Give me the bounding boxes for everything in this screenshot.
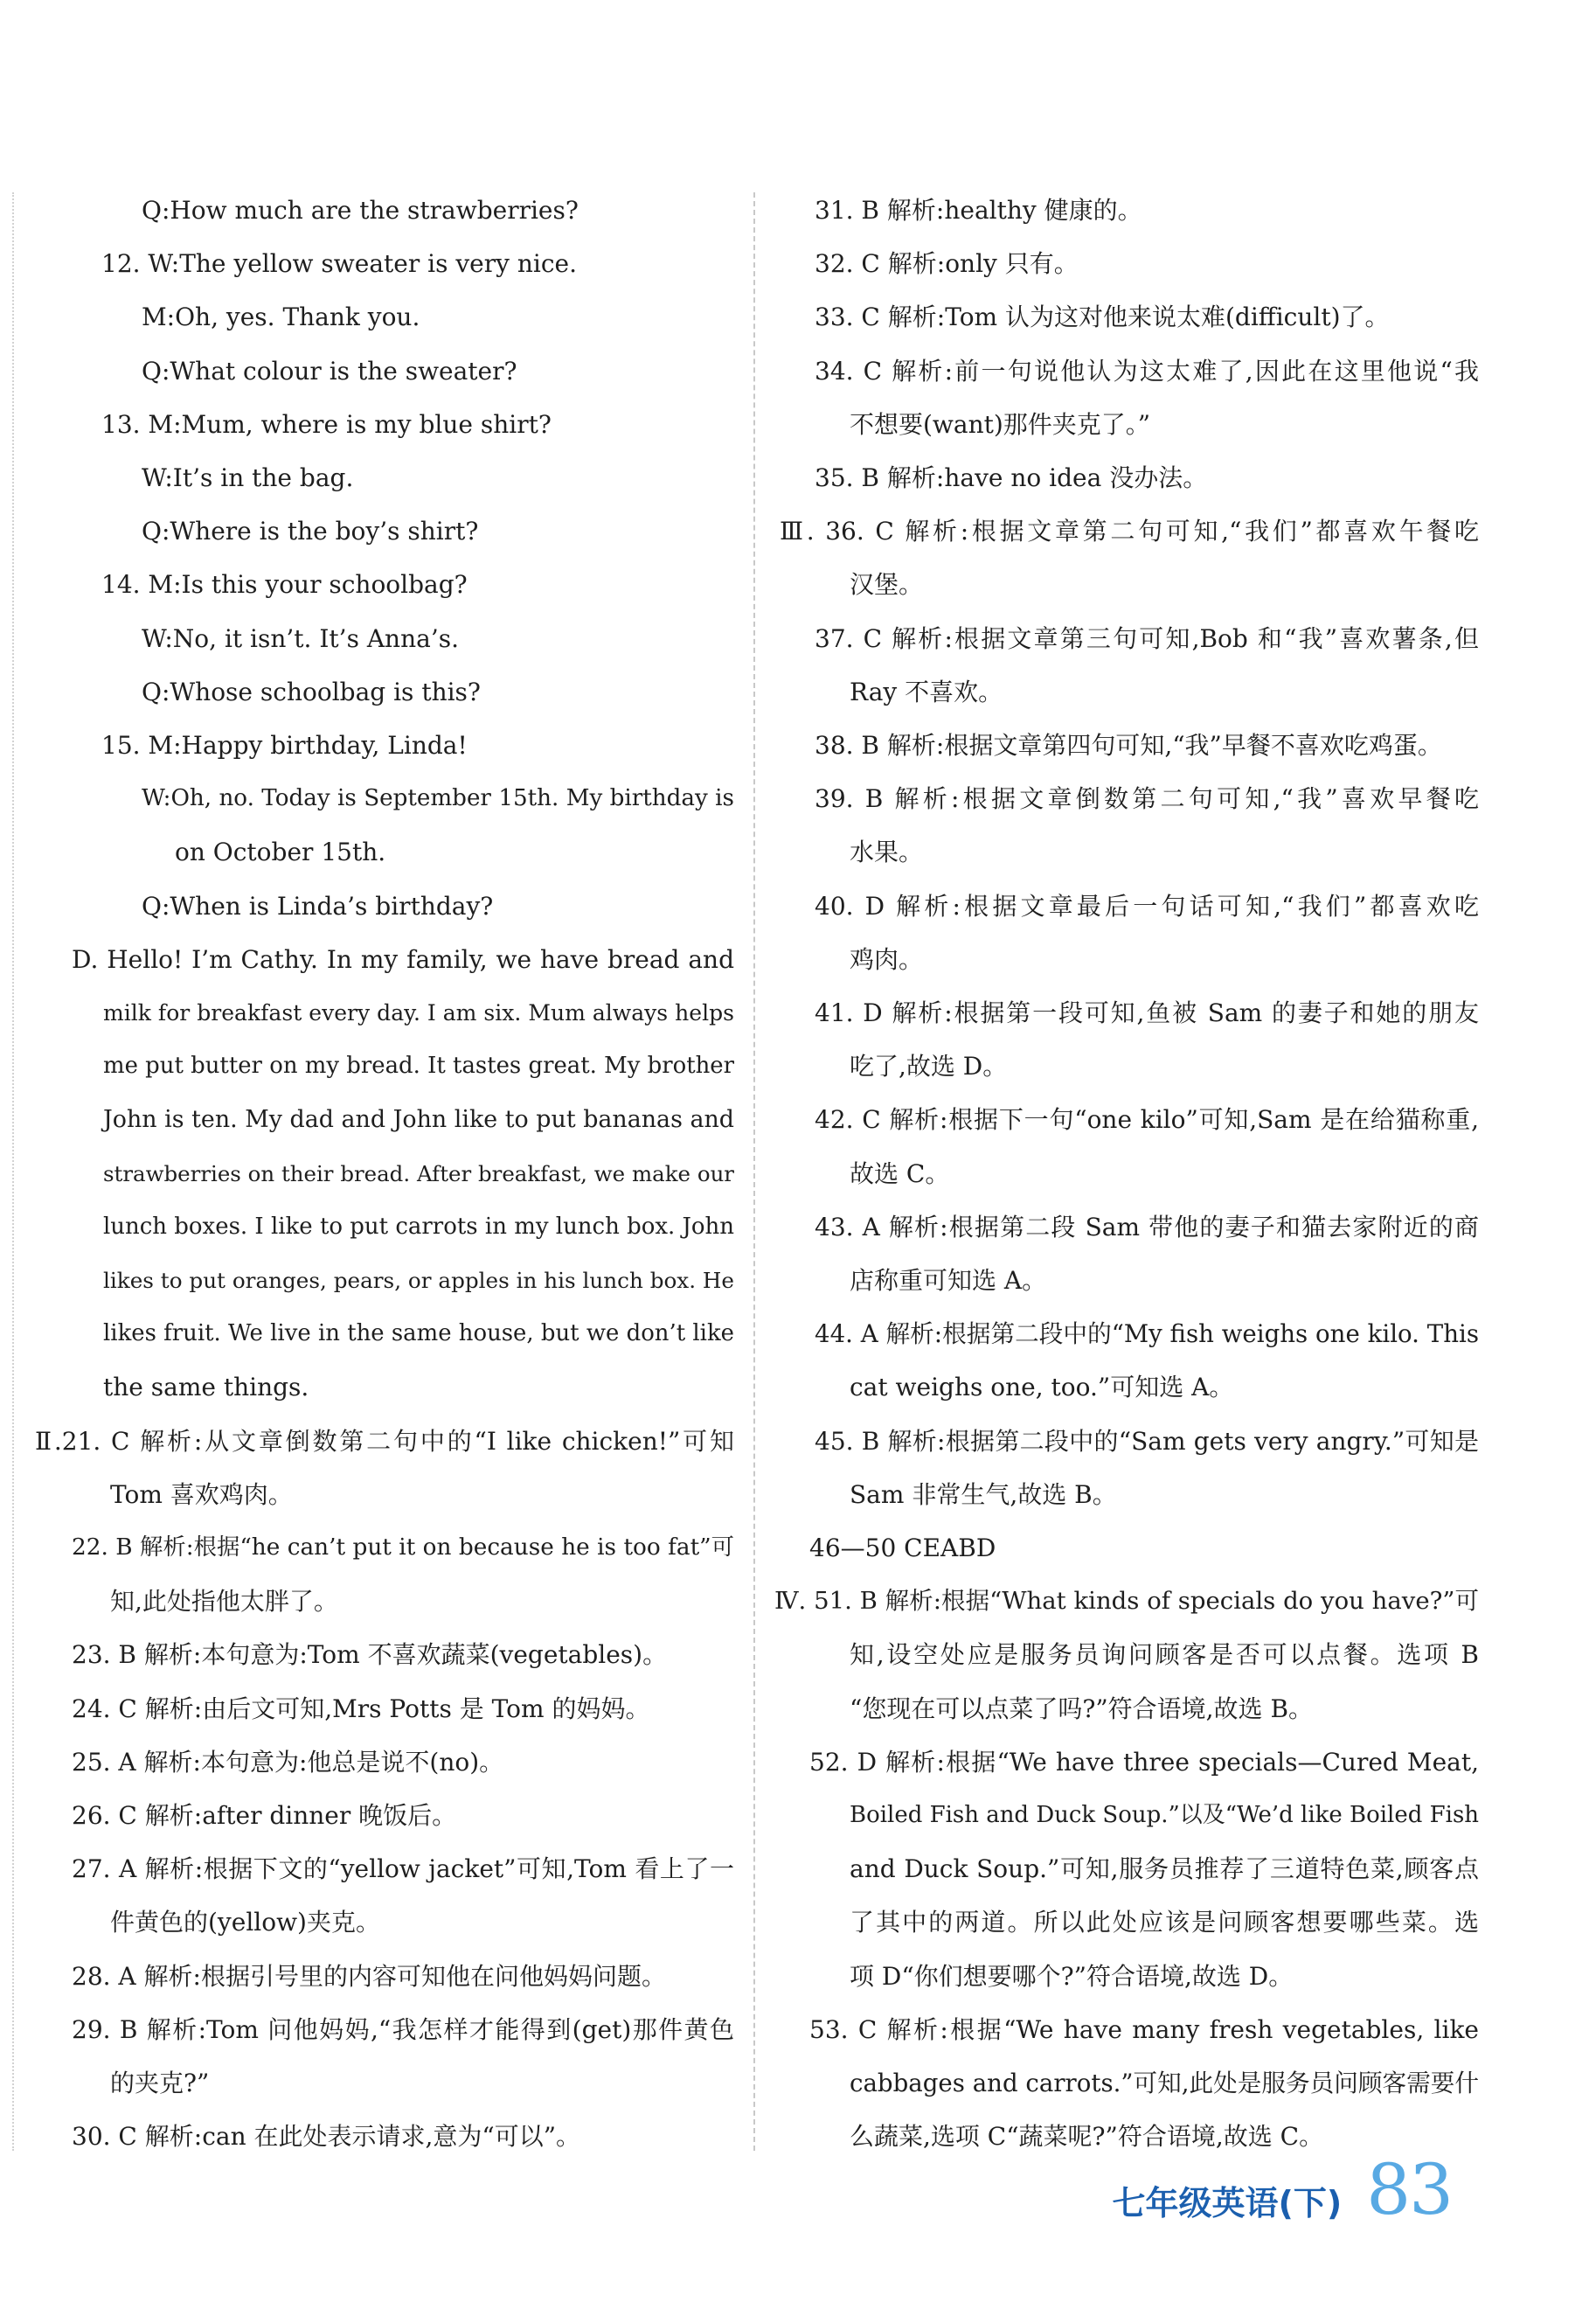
text-line: 31. B 解析:healthy 健康的。 <box>815 196 1142 225</box>
text-line: Boiled Fish and Duck Soup.”以及“We’d like Boiled Fish <box>850 1802 1479 1828</box>
text-line: 40. D 解析:根据文章最后一句话可知,“我们”都喜欢吃 <box>815 892 1479 921</box>
text-line: 么蔬菜,选项 C“蔬菜呢?”符合语境,故选 C。 <box>850 2122 1324 2151</box>
text-line: 30. C 解析:can 在此处表示请求,意为“可以”。 <box>72 2122 581 2151</box>
text-line: Q:Whose schoolbag is this? <box>142 678 481 706</box>
text-line: 14. M:Is this your schoolbag? <box>101 570 468 599</box>
margin-dotted-line <box>12 192 14 2151</box>
text-line: Q:When is Linda’s birthday? <box>142 892 494 921</box>
text-line: 37. C 解析:根据文章第三句可知,Bob 和“我”喜欢薯条,但 <box>815 624 1479 653</box>
text-line: 13. M:Mum, where is my blue shirt? <box>101 410 552 439</box>
text-line: 项 D“你们想要哪个?”符合语境,故选 D。 <box>850 1962 1294 1991</box>
text-line: the same things. <box>103 1373 309 1401</box>
text-line: 22. B 解析:根据“he can’t put it on because he is too fat”可 <box>72 1534 734 1561</box>
text-line: 水果。 <box>850 838 924 866</box>
text-line: 34. C 解析:前一句说他认为这太难了,因此在这里他说“我 <box>815 357 1479 386</box>
text-line: 35. B 解析:have no idea 没办法。 <box>815 463 1208 492</box>
text-line: 53. C 解析:根据“We have many fresh vegetables, like <box>809 2015 1479 2044</box>
text-line: 45. B 解析:根据第二段中的“Sam gets very angry.”可知是 <box>815 1427 1479 1456</box>
text-line: “您现在可以点菜了吗?”符合语境,故选 B。 <box>850 1694 1314 1723</box>
text-line: 汉堡。 <box>850 570 924 599</box>
text-line: 吃了,故选 D。 <box>850 1052 1008 1081</box>
text-line: 33. C 解析:Tom 认为这对他来说太难(difficult)了。 <box>815 303 1390 331</box>
text-line: 52. D 解析:根据“We have three specials—Cured Meat, <box>809 1748 1479 1777</box>
text-line: 44. A 解析:根据第二段中的“My fish weighs one kilo. This <box>815 1319 1479 1348</box>
text-line: Q:How much are the strawberries? <box>142 196 579 225</box>
text-line: 15. M:Happy birthday, Linda! <box>101 731 468 760</box>
text-line: 知,此处指他太胖了。 <box>110 1587 338 1616</box>
text-line: 46—50 CEABD <box>809 1534 996 1562</box>
text-line: Ⅱ.21. C 解析:从文章倒数第二句中的“I like chicken!”可知 <box>35 1427 734 1456</box>
text-line: 知,设空处应是服务员询问顾客是否可以点餐。选项 B <box>850 1640 1479 1669</box>
text-line: 的夹克?” <box>110 2069 210 2097</box>
text-line: cat weighs one, too.”可知选 A。 <box>850 1373 1234 1401</box>
text-line: 42. C 解析:根据下一句“one kilo”可知,Sam 是在给猫称重, <box>815 1105 1479 1134</box>
text-line: likes to put oranges, pears, or apples in his lunch box. He <box>103 1268 734 1293</box>
text-line: Sam 非常生气,故选 B。 <box>850 1480 1117 1509</box>
text-line: on October 15th. <box>175 838 386 866</box>
text-line: 38. B 解析:根据文章第四句可知,“我”早餐不喜欢吃鸡蛋。 <box>815 731 1442 760</box>
text-line: John is ten. My dad and John like to put bananas and <box>103 1106 734 1133</box>
text-line: milk for breakfast every day. I am six. Mum always helps <box>103 1000 734 1026</box>
text-line: 了其中的两道。所以此处应该是问顾客想要哪些菜。选 <box>850 1908 1479 1937</box>
text-line: me put butter on my bread. It tastes great. My brother <box>103 1053 734 1079</box>
text-line: 23. B 解析:本句意为:Tom 不喜欢蔬菜(vegetables)。 <box>72 1640 668 1669</box>
text-line: D. Hello! I’m Cathy. In my family, we have bread and <box>72 945 734 974</box>
page-footer <box>1112 2142 1452 2229</box>
text-line: 28. A 解析:根据引号里的内容可知他在问他妈妈问题。 <box>72 1962 666 1991</box>
text-line: strawberries on their bread. After breakfast, we make our <box>103 1161 734 1186</box>
text-line: 12. W:The yellow sweater is very nice. <box>101 249 577 278</box>
text-line: W:Oh, no. Today is September 15th. My birthday is <box>142 785 734 811</box>
text-line: W:It’s in the bag. <box>142 463 354 492</box>
page-number: 83 <box>1366 2149 1452 2230</box>
text-line: cabbages and carrots.”可知,此处是服务员问顾客需要什 <box>850 2069 1479 2097</box>
text-line: 故选 C。 <box>850 1159 950 1188</box>
text-line: W:No, it isn’t. It’s Anna’s. <box>142 624 459 653</box>
text-line: 32. C 解析:only 只有。 <box>815 249 1079 278</box>
text-line: 件黄色的(yellow)夹克。 <box>110 1908 380 1937</box>
text-line: Ray 不喜欢。 <box>850 678 1003 706</box>
text-line: Q:What colour is the sweater? <box>142 357 517 386</box>
text-line: 店称重可知选 A。 <box>850 1266 1047 1295</box>
text-line: 不想要(want)那件夹克了。” <box>850 410 1151 439</box>
text-line: 29. B 解析:Tom 问他妈妈,“我怎样才能得到(get)那件黄色 <box>72 2015 734 2044</box>
text-line: likes fruit. We live in the same house, but we don’t like <box>103 1320 734 1346</box>
text-line: 27. A 解析:根据下文的“yellow jacket”可知,Tom 看上了一 <box>72 1854 734 1883</box>
text-line: Tom 喜欢鸡肉。 <box>110 1480 293 1509</box>
text-line: Ⅳ. 51. B 解析:根据“What kinds of specials do you have?”可 <box>774 1587 1479 1615</box>
text-line: 43. A 解析:根据第二段 Sam 带他的妻子和猫去家附近的商 <box>815 1213 1479 1241</box>
text-line: 41. D 解析:根据第一段可知,鱼被 Sam 的妻子和她的朋友 <box>815 998 1479 1027</box>
text-line: and Duck Soup.”可知,服务员推荐了三道特色菜,顾客点 <box>850 1854 1479 1883</box>
text-line: 24. C 解析:由后文可知,Mrs Potts 是 Tom 的妈妈。 <box>72 1694 650 1723</box>
column-divider <box>753 192 755 2151</box>
text-line: 39. B 解析:根据文章倒数第二句可知,“我”喜欢早餐吃 <box>815 784 1479 813</box>
text-line: Q:Where is the boy’s shirt? <box>142 517 479 546</box>
text-line: 26. C 解析:after dinner 晚饭后。 <box>72 1801 457 1830</box>
text-line: 25. A 解析:本句意为:他总是说不(no)。 <box>72 1748 504 1777</box>
text-line: lunch boxes. I like to put carrots in my lunch box. John <box>103 1214 734 1240</box>
text-line: M:Oh, yes. Thank you. <box>142 303 420 331</box>
book-title: 七年级英语(下) <box>1112 2184 1343 2222</box>
text-line: 鸡肉。 <box>850 945 924 974</box>
text-line: Ⅲ. 36. C 解析:根据文章第二句可知,“我们”都喜欢午餐吃 <box>780 517 1479 546</box>
